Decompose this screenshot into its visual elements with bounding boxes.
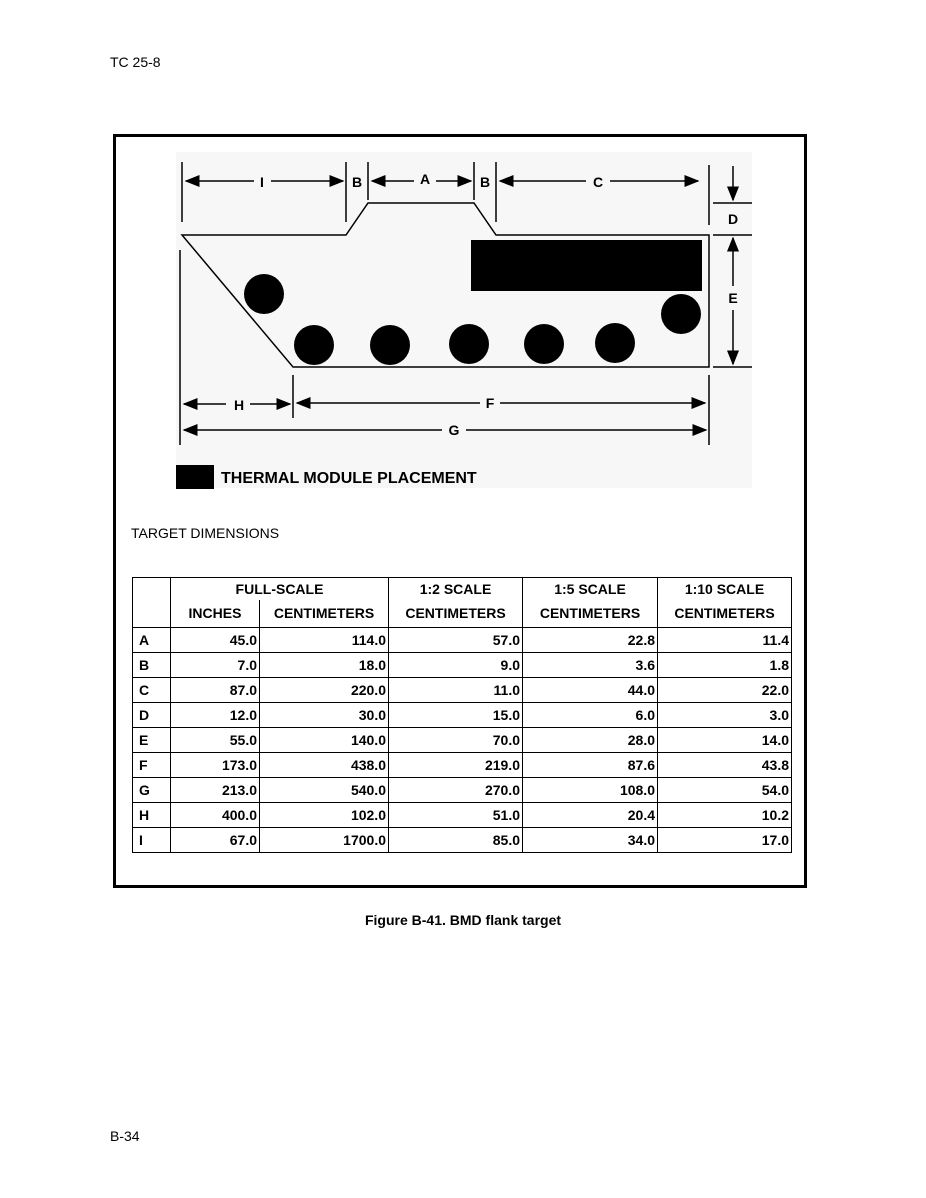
road-wheel	[244, 274, 284, 314]
cell-tenth-cm: 14.0	[658, 728, 792, 753]
group-header-full-scale: FULL-SCALE	[171, 578, 389, 600]
group-header-half-scale: 1:2 SCALE	[389, 578, 523, 600]
cell-fifth-cm: 34.0	[523, 828, 658, 853]
dim-label-g: G	[448, 422, 460, 438]
cell-fifth-cm: 108.0	[523, 778, 658, 803]
row-label: C	[133, 678, 171, 703]
cell-full-cm: 540.0	[260, 778, 389, 803]
cell-tenth-cm: 11.4	[658, 628, 792, 653]
cell-full-cm: 1700.0	[260, 828, 389, 853]
cell-inches: 7.0	[171, 653, 260, 678]
cell-full-cm: 102.0	[260, 803, 389, 828]
road-wheel	[595, 323, 635, 363]
dim-label-b-right: B	[479, 174, 491, 190]
cell-tenth-cm: 10.2	[658, 803, 792, 828]
cell-half-cm: 15.0	[389, 703, 523, 728]
bmd-flank-target-diagram	[0, 0, 926, 500]
row-label: F	[133, 753, 171, 778]
row-label: H	[133, 803, 171, 828]
cell-half-cm: 11.0	[389, 678, 523, 703]
table-row	[133, 753, 792, 778]
cell-half-cm: 219.0	[389, 753, 523, 778]
table-row	[133, 728, 792, 753]
cell-tenth-cm: 17.0	[658, 828, 792, 853]
cell-inches: 173.0	[171, 753, 260, 778]
thermal-module-block	[471, 240, 702, 291]
dim-label-c: C	[592, 174, 604, 190]
legend-swatch	[176, 465, 214, 489]
sub-header-centimeters: CENTIMETERS	[523, 600, 658, 628]
cell-inches: 67.0	[171, 828, 260, 853]
road-wheel	[524, 324, 564, 364]
row-label: B	[133, 653, 171, 678]
cell-inches: 55.0	[171, 728, 260, 753]
dim-label-f: F	[485, 395, 495, 411]
table-row	[133, 678, 792, 703]
document-header: TC 25-8	[110, 54, 161, 70]
sub-header-centimeters: CENTIMETERS	[658, 600, 792, 628]
group-header-tenth-scale: 1:10 SCALE	[658, 578, 792, 600]
table-row	[133, 778, 792, 803]
cell-tenth-cm: 54.0	[658, 778, 792, 803]
cell-full-cm: 140.0	[260, 728, 389, 753]
road-wheel	[449, 324, 489, 364]
cell-half-cm: 70.0	[389, 728, 523, 753]
table-row	[133, 828, 792, 853]
road-wheel	[370, 325, 410, 365]
cell-inches: 87.0	[171, 678, 260, 703]
row-label: D	[133, 703, 171, 728]
figure-caption: Figure B-41. BMD flank target	[364, 912, 562, 928]
cell-fifth-cm: 44.0	[523, 678, 658, 703]
page-number: B-34	[110, 1128, 140, 1144]
row-label: G	[133, 778, 171, 803]
road-wheel	[661, 294, 701, 334]
sub-header-inches: INCHES	[171, 600, 260, 628]
sub-header-centimeters: CENTIMETERS	[260, 600, 389, 628]
dim-label-d: D	[727, 211, 739, 227]
cell-tenth-cm: 43.8	[658, 753, 792, 778]
table-title: TARGET DIMENSIONS	[131, 525, 280, 541]
group-header-fifth-scale: 1:5 SCALE	[523, 578, 658, 600]
cell-tenth-cm: 3.0	[658, 703, 792, 728]
cell-fifth-cm: 3.6	[523, 653, 658, 678]
table-row	[133, 703, 792, 728]
table-row	[133, 803, 792, 828]
cell-half-cm: 9.0	[389, 653, 523, 678]
cell-half-cm: 57.0	[389, 628, 523, 653]
cell-half-cm: 51.0	[389, 803, 523, 828]
row-label: I	[133, 828, 171, 853]
cell-full-cm: 438.0	[260, 753, 389, 778]
cell-half-cm: 85.0	[389, 828, 523, 853]
table-row	[133, 628, 792, 653]
road-wheel	[294, 325, 334, 365]
dim-label-b-left: B	[351, 174, 363, 190]
cell-inches: 45.0	[171, 628, 260, 653]
dim-label-h: H	[233, 397, 245, 413]
cell-fifth-cm: 22.8	[523, 628, 658, 653]
sub-header-centimeters: CENTIMETERS	[389, 600, 523, 628]
cell-full-cm: 114.0	[260, 628, 389, 653]
row-label: A	[133, 628, 171, 653]
cell-inches: 400.0	[171, 803, 260, 828]
cell-half-cm: 270.0	[389, 778, 523, 803]
cell-fifth-cm: 28.0	[523, 728, 658, 753]
cell-inches: 12.0	[171, 703, 260, 728]
dim-label-a: A	[419, 171, 431, 187]
dim-label-e: E	[728, 290, 738, 306]
cell-tenth-cm: 1.8	[658, 653, 792, 678]
cell-full-cm: 18.0	[260, 653, 389, 678]
dimensions-table	[132, 577, 792, 853]
cell-fifth-cm: 87.6	[523, 753, 658, 778]
cell-inches: 213.0	[171, 778, 260, 803]
cell-fifth-cm: 20.4	[523, 803, 658, 828]
legend-label: THERMAL MODULE PLACEMENT	[221, 470, 477, 487]
table-row	[133, 653, 792, 678]
table-corner-cell	[133, 578, 171, 628]
cell-tenth-cm: 22.0	[658, 678, 792, 703]
cell-full-cm: 220.0	[260, 678, 389, 703]
dim-label-i: I	[260, 174, 264, 190]
row-label: E	[133, 728, 171, 753]
cell-full-cm: 30.0	[260, 703, 389, 728]
cell-fifth-cm: 6.0	[523, 703, 658, 728]
